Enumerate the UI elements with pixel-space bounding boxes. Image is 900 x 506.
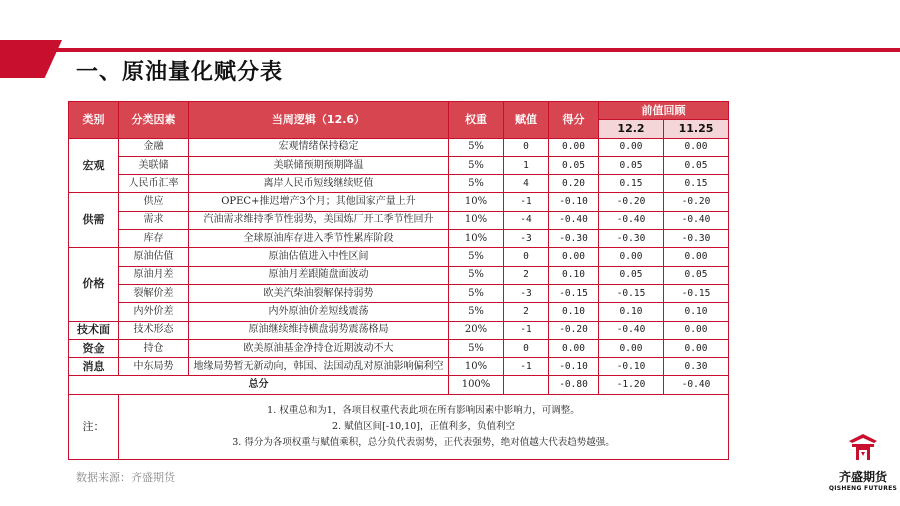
weight-cell: 5% bbox=[449, 138, 504, 156]
prev2-cell: 0.00 bbox=[664, 321, 729, 339]
note-line: 2. 赋值区间[-10,10]，正值利多，负值利空 bbox=[332, 420, 515, 432]
header-factor: 分类因素 bbox=[119, 102, 189, 139]
weight-cell: 20% bbox=[449, 321, 504, 339]
total-prev1: -1.20 bbox=[599, 376, 664, 394]
total-value-empty bbox=[504, 376, 549, 394]
category-cell: 资金 bbox=[69, 339, 119, 357]
prev2-cell: -0.30 bbox=[664, 230, 729, 248]
qisheng-logo-icon bbox=[845, 432, 881, 462]
table-row bbox=[69, 266, 729, 284]
factor-cell: 原油估值 bbox=[119, 248, 189, 266]
score-cell: 0.10 bbox=[549, 303, 599, 321]
weight-cell: 10% bbox=[449, 358, 504, 376]
prev1-cell: -0.40 bbox=[599, 211, 664, 229]
prev1-cell: 0.15 bbox=[599, 175, 664, 193]
logic-cell: 欧美原油基金净持仓近期波动不大 bbox=[189, 339, 449, 357]
total-weight: 100% bbox=[449, 376, 504, 394]
logic-cell: 汽油需求维持季节性弱势，美国炼厂开工季节性回升 bbox=[189, 211, 449, 229]
prev1-cell: 0.00 bbox=[599, 248, 664, 266]
category-cell: 技术面 bbox=[69, 321, 119, 339]
logic-cell: 原油月差跟随盘面波动 bbox=[189, 266, 449, 284]
prev2-cell: -0.15 bbox=[664, 284, 729, 302]
factor-cell: 原油月差 bbox=[119, 266, 189, 284]
brand-logo bbox=[828, 432, 898, 494]
notes-label: 注： bbox=[69, 394, 119, 459]
table-row bbox=[69, 284, 729, 302]
prev1-cell: 0.05 bbox=[599, 156, 664, 174]
weight-cell: 5% bbox=[449, 284, 504, 302]
table-row bbox=[69, 358, 729, 376]
prev1-cell: 0.00 bbox=[599, 339, 664, 357]
value-cell: 0 bbox=[504, 138, 549, 156]
value-cell: 1 bbox=[504, 156, 549, 174]
value-cell: -1 bbox=[504, 321, 549, 339]
score-cell: -0.15 bbox=[549, 284, 599, 302]
score-cell: 0.20 bbox=[549, 175, 599, 193]
score-cell: 0.05 bbox=[549, 156, 599, 174]
prev1-cell: -0.30 bbox=[599, 230, 664, 248]
prev2-cell: 0.10 bbox=[664, 303, 729, 321]
logic-cell: 离岸人民币短线继续贬值 bbox=[189, 175, 449, 193]
logic-cell: 全球原油库存进入季节性累库阶段 bbox=[189, 230, 449, 248]
header-weight: 权重 bbox=[449, 102, 504, 139]
table-row bbox=[69, 230, 729, 248]
factor-cell: 裂解价差 bbox=[119, 284, 189, 302]
prev2-cell: 0.00 bbox=[664, 248, 729, 266]
category-cell: 消息 bbox=[69, 358, 119, 376]
logic-cell: 原油估值进入中性区间 bbox=[189, 248, 449, 266]
score-cell: 0.00 bbox=[549, 248, 599, 266]
factor-cell: 内外价差 bbox=[119, 303, 189, 321]
value-cell: 0 bbox=[504, 248, 549, 266]
value-cell: 2 bbox=[504, 303, 549, 321]
weight-cell: 5% bbox=[449, 303, 504, 321]
total-label: 总分 bbox=[69, 376, 449, 394]
score-cell: -0.40 bbox=[549, 211, 599, 229]
value-cell: -3 bbox=[504, 230, 549, 248]
prev1-cell: 0.10 bbox=[599, 303, 664, 321]
table-row bbox=[69, 339, 729, 357]
data-source: 数据来源：齐盛期货 bbox=[76, 471, 175, 484]
weight-cell: 5% bbox=[449, 248, 504, 266]
table-row bbox=[69, 193, 729, 211]
value-cell: -1 bbox=[504, 193, 549, 211]
prev2-cell: 0.15 bbox=[664, 175, 729, 193]
table-row bbox=[69, 321, 729, 339]
value-cell: 0 bbox=[504, 339, 549, 357]
logic-cell: 欧美汽柴油裂解保持弱势 bbox=[189, 284, 449, 302]
prev2-cell: 0.05 bbox=[664, 156, 729, 174]
score-cell: -0.30 bbox=[549, 230, 599, 248]
prev2-cell: 0.05 bbox=[664, 266, 729, 284]
category-cell: 供需 bbox=[69, 193, 119, 248]
category-cell: 价格 bbox=[69, 248, 119, 321]
prev1-cell: -0.40 bbox=[599, 321, 664, 339]
prev2-cell: -0.40 bbox=[664, 211, 729, 229]
factor-cell: 人民币汇率 bbox=[119, 175, 189, 193]
factor-cell: 持仓 bbox=[119, 339, 189, 357]
logic-cell: OPEC+推迟增产3个月；其他国家产量上升 bbox=[189, 193, 449, 211]
factor-cell: 中东局势 bbox=[119, 358, 189, 376]
quant-score-table bbox=[68, 101, 729, 460]
page-title: 一、原油量化赋分表 bbox=[76, 60, 284, 85]
prev1-cell: -0.10 bbox=[599, 358, 664, 376]
factor-cell: 技术形态 bbox=[119, 321, 189, 339]
title-accent-shape bbox=[0, 40, 62, 78]
value-cell: 4 bbox=[504, 175, 549, 193]
header-prev2: 11.25 bbox=[664, 120, 729, 138]
value-cell: -4 bbox=[504, 211, 549, 229]
table-row bbox=[69, 175, 729, 193]
logic-cell: 宏观情绪保持稳定 bbox=[189, 138, 449, 156]
score-cell: 0.00 bbox=[549, 138, 599, 156]
factor-cell: 需求 bbox=[119, 211, 189, 229]
score-cell: -0.20 bbox=[549, 321, 599, 339]
value-cell: -3 bbox=[504, 284, 549, 302]
weight-cell: 5% bbox=[449, 175, 504, 193]
total-row bbox=[69, 376, 729, 394]
weight-cell: 5% bbox=[449, 266, 504, 284]
score-cell: 0.10 bbox=[549, 266, 599, 284]
weight-cell: 5% bbox=[449, 339, 504, 357]
category-cell: 宏观 bbox=[69, 138, 119, 193]
prev1-cell: 0.00 bbox=[599, 138, 664, 156]
score-cell: -0.10 bbox=[549, 358, 599, 376]
prev1-cell: 0.05 bbox=[599, 266, 664, 284]
value-cell: -1 bbox=[504, 358, 549, 376]
weight-cell: 10% bbox=[449, 193, 504, 211]
note-line: 3. 得分为各项权重与赋值乘积，总分负代表弱势，正代表强势，绝对值越大代表趋势越强。 bbox=[232, 436, 615, 448]
header-score: 得分 bbox=[549, 102, 599, 139]
table-row bbox=[69, 156, 729, 174]
header-logic: 当周逻辑（12.6） bbox=[189, 102, 449, 139]
logic-cell: 美联储预期预期降温 bbox=[189, 156, 449, 174]
header-category: 类别 bbox=[69, 102, 119, 139]
logic-cell: 原油继续维持横盘弱势震荡格局 bbox=[189, 321, 449, 339]
weight-cell: 10% bbox=[449, 211, 504, 229]
prev2-cell: 0.30 bbox=[664, 358, 729, 376]
value-cell: 2 bbox=[504, 266, 549, 284]
top-accent-bar bbox=[0, 48, 900, 52]
prev2-cell: 0.00 bbox=[664, 138, 729, 156]
note-line: 1. 权重总和为1，各项目权重代表此项在所有影响因素中影响力，可调整。 bbox=[267, 404, 580, 416]
table-row bbox=[69, 303, 729, 321]
prev1-cell: -0.20 bbox=[599, 193, 664, 211]
prev2-cell: 0.00 bbox=[664, 339, 729, 357]
table-row bbox=[69, 211, 729, 229]
factor-cell: 库存 bbox=[119, 230, 189, 248]
score-cell: -0.10 bbox=[549, 193, 599, 211]
factor-cell: 金融 bbox=[119, 138, 189, 156]
score-cell: 0.00 bbox=[549, 339, 599, 357]
notes-row bbox=[69, 394, 729, 459]
logo-en: QISHENG FUTURES bbox=[828, 485, 898, 492]
logo-name: 齐盛期货 bbox=[838, 470, 887, 484]
prev1-cell: -0.15 bbox=[599, 284, 664, 302]
logic-cell: 内外原油价差短线震荡 bbox=[189, 303, 449, 321]
weight-cell: 10% bbox=[449, 230, 504, 248]
total-prev2: -0.40 bbox=[664, 376, 729, 394]
header-value: 赋值 bbox=[504, 102, 549, 139]
header-review: 前值回顾 bbox=[599, 102, 729, 120]
factor-cell: 美联储 bbox=[119, 156, 189, 174]
table-row bbox=[69, 248, 729, 266]
total-score: -0.80 bbox=[549, 376, 599, 394]
table-row bbox=[69, 138, 729, 156]
notes-content bbox=[119, 394, 729, 459]
weight-cell: 5% bbox=[449, 156, 504, 174]
header-prev1: 12.2 bbox=[599, 120, 664, 138]
factor-cell: 供应 bbox=[119, 193, 189, 211]
logic-cell: 地缘局势暂无新动向，韩国、法国动乱对原油影响偏利空 bbox=[189, 358, 449, 376]
prev2-cell: -0.20 bbox=[664, 193, 729, 211]
